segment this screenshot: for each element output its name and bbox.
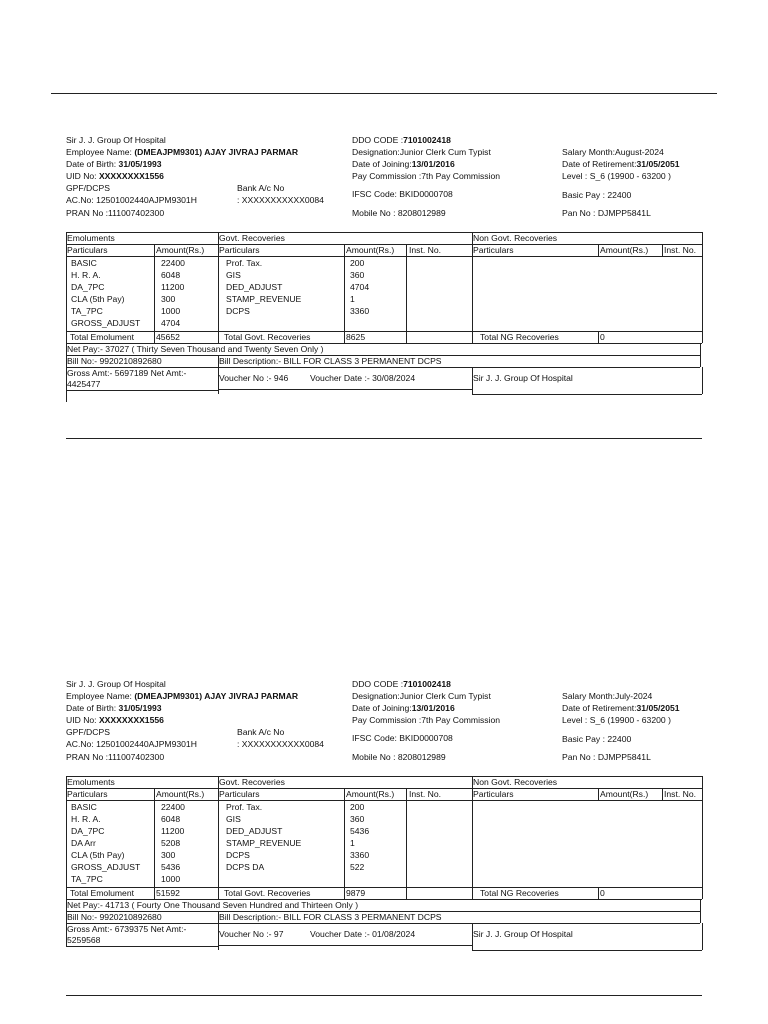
table-border bbox=[598, 331, 599, 343]
govt-recovery-amount: 1 bbox=[350, 838, 355, 848]
account-number: AC.No: 12501002440AJPM9301H bbox=[66, 195, 197, 205]
ddo-code-row bbox=[352, 135, 451, 146]
bank-account-label: Bank A/c No bbox=[237, 727, 285, 737]
designation: Designation:Junior Clerk Cum Typist bbox=[352, 691, 491, 701]
doj-value: 13/01/2016 bbox=[411, 703, 455, 713]
emolument-amount: 300 bbox=[161, 294, 176, 304]
basic-pay: Basic Pay : 22400 bbox=[562, 734, 632, 744]
bank-account-number: : XXXXXXXXXXX0084 bbox=[237, 195, 324, 205]
total-govt-recoveries-label: Total Govt. Recoveries bbox=[224, 332, 311, 342]
amount-header: Amount(Rs.) bbox=[600, 245, 649, 255]
table-border bbox=[218, 945, 472, 946]
table-border bbox=[700, 343, 701, 367]
emolument-name: DA_7PC bbox=[71, 282, 105, 292]
dob-value: 31/05/1993 bbox=[118, 159, 162, 169]
ddo-code-row bbox=[352, 679, 451, 690]
bottom-rule bbox=[66, 995, 702, 996]
emolument-amount: 5436 bbox=[161, 862, 181, 872]
table-border bbox=[66, 390, 218, 391]
emolument-name: GROSS_ADJUST bbox=[71, 862, 141, 872]
amount-header: Amount(Rs.) bbox=[156, 789, 205, 799]
ifsc-code: IFSC Code: BKID0000708 bbox=[352, 733, 453, 743]
employee-name: (DMEAJPM9301) AJAY JIVRAJ PARMAR bbox=[134, 147, 299, 157]
table-border bbox=[702, 232, 703, 343]
table-border bbox=[702, 776, 703, 899]
emolument-amount: 11200 bbox=[161, 282, 185, 292]
pay-level: Level : S_6 (19900 - 63200 ) bbox=[562, 715, 671, 725]
bank-account-label: Bank A/c No bbox=[237, 183, 285, 193]
ddo-code-label: DDO CODE : bbox=[352, 135, 404, 145]
emolument-amount: 11200 bbox=[161, 826, 185, 836]
particulars-header: Particulars bbox=[473, 245, 514, 255]
employee-name-label: Employee Name: bbox=[66, 691, 132, 701]
govt-recovery-name: Prof. Tax. bbox=[226, 258, 263, 268]
voucher-number: Voucher No :- 97 bbox=[219, 929, 284, 939]
dob-row bbox=[66, 703, 162, 714]
dob-label: Date of Birth: bbox=[66, 159, 117, 169]
pay-commission: Pay Commission :7th Pay Commission bbox=[352, 715, 501, 725]
table-border bbox=[406, 788, 407, 899]
doj-value: 13/01/2016 bbox=[411, 159, 455, 169]
emolument-name: CLA (5th Pay) bbox=[71, 294, 125, 304]
mobile-number: Mobile No : 8208012989 bbox=[352, 752, 446, 762]
footer-hospital: Sir J. J. Group Of Hospital bbox=[473, 373, 573, 383]
ddo-code: 7101002418 bbox=[403, 135, 451, 145]
govt-recovery-amount: 5436 bbox=[350, 826, 370, 836]
ddo-code-label: DDO CODE : bbox=[352, 679, 404, 689]
table-border bbox=[662, 788, 663, 800]
govt-recovery-amount: 360 bbox=[350, 270, 365, 280]
total-emolument-value: 51592 bbox=[156, 888, 180, 898]
table-border bbox=[344, 244, 345, 343]
uid-value: XXXXXXXX1556 bbox=[98, 171, 164, 181]
voucher-date: Voucher Date :- 30/08/2024 bbox=[310, 373, 416, 383]
employee-name-row bbox=[66, 147, 298, 158]
emoluments-header: Emoluments bbox=[67, 777, 115, 787]
basic-pay: Basic Pay : 22400 bbox=[562, 190, 632, 200]
net-pay: Net Pay:- 37027 ( Thirty Seven Thousand and Twenty Seven Only ) bbox=[67, 344, 324, 354]
total-ng-recoveries-value: 0 bbox=[600, 332, 605, 342]
table-border bbox=[598, 244, 599, 256]
pan-number: Pan No : DJMPP5841L bbox=[562, 752, 651, 762]
emolument-name: BASIC bbox=[71, 258, 97, 268]
gross-net-amount: Gross Amt:- 5697189 Net Amt:- 4425477 bbox=[67, 368, 187, 389]
uid-label: UID No: bbox=[66, 715, 97, 725]
table-border bbox=[406, 244, 407, 343]
govt-recovery-name: DCPS bbox=[226, 306, 250, 316]
ddo-code: 7101002418 bbox=[403, 679, 451, 689]
table-border bbox=[66, 776, 702, 777]
particulars-header: Particulars bbox=[219, 789, 260, 799]
hospital-name: Sir J. J. Group Of Hospital bbox=[66, 679, 166, 689]
uid-row bbox=[66, 715, 164, 726]
total-ng-recoveries-label: Total NG Recoveries bbox=[480, 888, 559, 898]
govt-recovery-amount: 1 bbox=[350, 294, 355, 304]
govt-recovery-name: DED_ADJUST bbox=[226, 282, 283, 292]
govt-recovery-amount: 4704 bbox=[350, 282, 370, 292]
table-border bbox=[598, 887, 599, 899]
govt-recovery-amount: 200 bbox=[350, 802, 365, 812]
uid-row bbox=[66, 171, 164, 182]
govt-recovery-name: DED_ADJUST bbox=[226, 826, 283, 836]
net-pay: Net Pay:- 41713 ( Fourty One Thousand Seven Hundred and Thirteen Only ) bbox=[67, 900, 359, 910]
dob-row bbox=[66, 159, 162, 170]
middle-rule bbox=[66, 438, 702, 439]
emolument-name: DA_7PC bbox=[71, 826, 105, 836]
table-border bbox=[66, 800, 702, 801]
govt-recovery-amount: 360 bbox=[350, 814, 365, 824]
emolument-amount: 6048 bbox=[161, 814, 181, 824]
pay-table bbox=[66, 232, 702, 397]
emolument-amount: 6048 bbox=[161, 270, 181, 280]
pay-level: Level : S_6 (19900 - 63200 ) bbox=[562, 171, 671, 181]
emoluments-header: Emoluments bbox=[67, 233, 115, 243]
govt-recovery-amount: 200 bbox=[350, 258, 365, 268]
govt-recovery-name: STAMP_REVENUE bbox=[226, 294, 302, 304]
govt-recoveries-header: Govt. Recoveries bbox=[219, 233, 285, 243]
table-border bbox=[702, 923, 703, 950]
inst-no-header: Inst. No. bbox=[409, 789, 441, 799]
designation: Designation:Junior Clerk Cum Typist bbox=[352, 147, 491, 157]
dor-row bbox=[562, 159, 680, 170]
doj-label: Date of Joining: bbox=[352, 159, 412, 169]
gpf-label: GPF/DCPS bbox=[66, 727, 110, 737]
gross-net-amount: Gross Amt:- 6739375 Net Amt:- 5259568 bbox=[67, 924, 187, 945]
emolument-name: DA Arr bbox=[71, 838, 96, 848]
table-border bbox=[344, 788, 345, 899]
bill-description: Bill Description:- BILL FOR CLASS 3 PERMANENT DCPS bbox=[219, 356, 442, 366]
govt-recovery-name: DCPS DA bbox=[226, 862, 265, 872]
total-emolument-label: Total Emolument bbox=[70, 332, 135, 342]
govt-recovery-amount: 3360 bbox=[350, 850, 370, 860]
emolument-amount: 22400 bbox=[161, 258, 185, 268]
govt-recovery-name: GIS bbox=[226, 814, 241, 824]
table-border bbox=[154, 788, 155, 899]
doj-label: Date of Joining: bbox=[352, 703, 412, 713]
uid-value: XXXXXXXX1556 bbox=[98, 715, 164, 725]
amount-header: Amount(Rs.) bbox=[346, 245, 395, 255]
emolument-amount: 4704 bbox=[161, 318, 181, 328]
dor-label: Date of Retirement: bbox=[562, 159, 637, 169]
amount-header: Amount(Rs.) bbox=[346, 789, 395, 799]
particulars-header: Particulars bbox=[67, 789, 108, 799]
non-govt-recoveries-header: Non Govt. Recoveries bbox=[473, 777, 558, 787]
dor-value: 31/05/2051 bbox=[636, 159, 680, 169]
salary-month: Salary Month:July-2024 bbox=[562, 691, 653, 701]
pay-commission: Pay Commission :7th Pay Commission bbox=[352, 171, 501, 181]
emolument-name: H. R. A. bbox=[71, 270, 101, 280]
table-border bbox=[66, 256, 702, 257]
table-border bbox=[598, 788, 599, 800]
table-border bbox=[218, 389, 472, 390]
table-border bbox=[702, 367, 703, 394]
amount-header: Amount(Rs.) bbox=[600, 789, 649, 799]
pran-number: PRAN No :111007402300 bbox=[66, 208, 165, 218]
govt-recovery-name: DCPS bbox=[226, 850, 250, 860]
top-rule bbox=[51, 93, 717, 94]
particulars-header: Particulars bbox=[219, 245, 260, 255]
total-govt-recoveries-value: 8625 bbox=[346, 332, 366, 342]
emolument-name: H. R. A. bbox=[71, 814, 101, 824]
account-number: AC.No: 12501002440AJPM9301H bbox=[66, 739, 197, 749]
pay-table bbox=[66, 776, 702, 953]
table-border bbox=[700, 899, 701, 923]
employee-name-label: Employee Name: bbox=[66, 147, 132, 157]
govt-recovery-name: GIS bbox=[226, 270, 241, 280]
total-emolument-label: Total Emolument bbox=[70, 888, 135, 898]
total-ng-recoveries-value: 0 bbox=[600, 888, 605, 898]
voucher-date: Voucher Date :- 01/08/2024 bbox=[310, 929, 416, 939]
table-border bbox=[154, 244, 155, 343]
emolument-name: TA_7PC bbox=[71, 306, 103, 316]
hospital-name: Sir J. J. Group Of Hospital bbox=[66, 135, 166, 145]
govt-recoveries-header: Govt. Recoveries bbox=[219, 777, 285, 787]
salary-month: Salary Month:August-2024 bbox=[562, 147, 664, 157]
dor-value: 31/05/2051 bbox=[636, 703, 680, 713]
govt-recovery-amount: 3360 bbox=[350, 306, 370, 316]
total-emolument-value: 45652 bbox=[156, 332, 180, 342]
inst-no-header: Inst. No. bbox=[664, 789, 696, 799]
bill-number: Bill No:- 9920210892680 bbox=[67, 912, 162, 922]
table-border bbox=[66, 232, 702, 233]
inst-no-header: Inst. No. bbox=[409, 245, 441, 255]
dor-row bbox=[562, 703, 680, 714]
gpf-label: GPF/DCPS bbox=[66, 183, 110, 193]
table-border bbox=[66, 946, 218, 947]
inst-no-header: Inst. No. bbox=[664, 245, 696, 255]
emolument-amount: 22400 bbox=[161, 802, 185, 812]
dob-value: 31/05/1993 bbox=[118, 703, 162, 713]
total-ng-recoveries-label: Total NG Recoveries bbox=[480, 332, 559, 342]
emolument-amount: 300 bbox=[161, 850, 176, 860]
total-govt-recoveries-value: 9879 bbox=[346, 888, 366, 898]
bill-description: Bill Description:- BILL FOR CLASS 3 PERMANENT DCPS bbox=[219, 912, 442, 922]
emolument-name: CLA (5th Pay) bbox=[71, 850, 125, 860]
voucher-number: Voucher No :- 946 bbox=[219, 373, 289, 383]
doj-row bbox=[352, 159, 455, 170]
salary-slip-july bbox=[0, 679, 768, 949]
ifsc-code: IFSC Code: BKID0000708 bbox=[352, 189, 453, 199]
emolument-name: GROSS_ADJUST bbox=[71, 318, 141, 328]
salary-slip-august bbox=[0, 135, 768, 405]
table-border bbox=[662, 244, 663, 256]
uid-label: UID No: bbox=[66, 171, 97, 181]
non-govt-recoveries-header: Non Govt. Recoveries bbox=[473, 233, 558, 243]
dob-label: Date of Birth: bbox=[66, 703, 117, 713]
emolument-name: TA_7PC bbox=[71, 874, 103, 884]
footer-hospital: Sir J. J. Group Of Hospital bbox=[473, 929, 573, 939]
emolument-amount: 5208 bbox=[161, 838, 181, 848]
bank-account-number: : XXXXXXXXXXX0084 bbox=[237, 739, 324, 749]
table-border bbox=[472, 394, 702, 395]
govt-recovery-name: STAMP_REVENUE bbox=[226, 838, 302, 848]
employee-name-row bbox=[66, 691, 298, 702]
table-border bbox=[472, 950, 702, 951]
particulars-header: Particulars bbox=[473, 789, 514, 799]
emolument-amount: 1000 bbox=[161, 874, 181, 884]
pran-number: PRAN No :111007402300 bbox=[66, 752, 165, 762]
govt-recovery-amount: 522 bbox=[350, 862, 365, 872]
total-govt-recoveries-label: Total Govt. Recoveries bbox=[224, 888, 311, 898]
dor-label: Date of Retirement: bbox=[562, 703, 637, 713]
employee-name: (DMEAJPM9301) AJAY JIVRAJ PARMAR bbox=[134, 691, 299, 701]
amount-header: Amount(Rs.) bbox=[156, 245, 205, 255]
pan-number: Pan No : DJMPP5841L bbox=[562, 208, 651, 218]
doj-row bbox=[352, 703, 455, 714]
govt-recovery-name: Prof. Tax. bbox=[226, 802, 263, 812]
particulars-header: Particulars bbox=[67, 245, 108, 255]
emolument-name: BASIC bbox=[71, 802, 97, 812]
mobile-number: Mobile No : 8208012989 bbox=[352, 208, 446, 218]
emolument-amount: 1000 bbox=[161, 306, 181, 316]
bill-number: Bill No:- 9920210892680 bbox=[67, 356, 162, 366]
